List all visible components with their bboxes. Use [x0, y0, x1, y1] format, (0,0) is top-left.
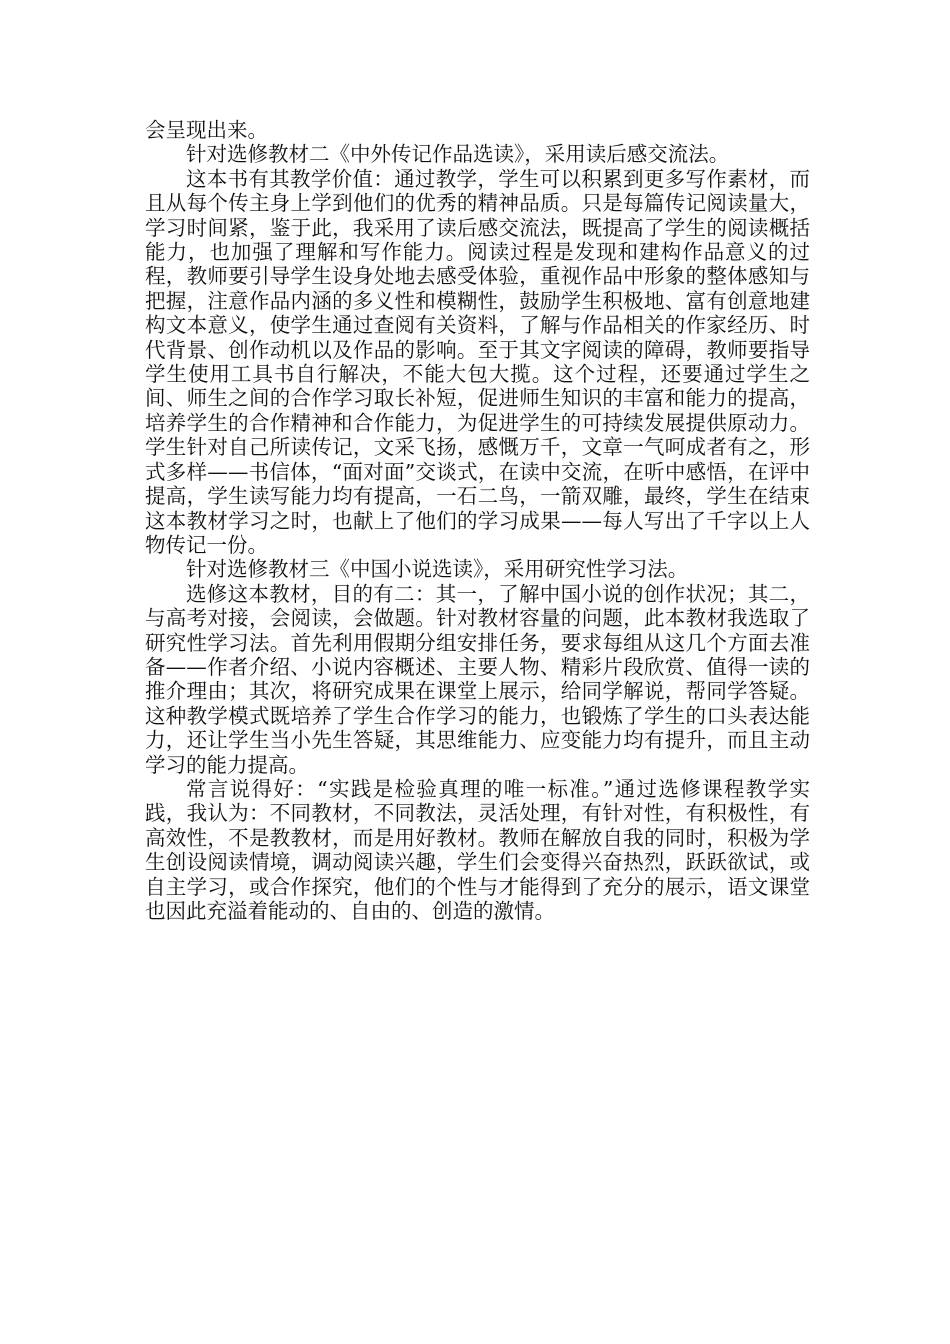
paragraph-biography-body: 这本书有其教学价值：通过教学，学生可以积累到更多写作素材，而且从每个传主身上学到他们的优秀的精神品质。只是每篇传记阅读量大，学习时间紧，鉴于此，我采用了读后感交流法，既提高了学生的阅读概括能力，也加强了理解和写作能力。阅读过程是发现和建构作品意义的过程，教师要引导学生设身处地去感受体验，重视作品中形象的整体感知与把握，注意作品内涵的多义性和模糊性，鼓励学生积极地、富有创意地建构文本意义，使学生通过查阅有关资料，了解与作品相关的作家经历、时代背景、创作动机以及作品的影响。至于其文字阅读的障碍，教师要指导学生使用工具书自行解决，不能大包大揽。这个过程，还要通过学生之间、师生之间的合作学习取长补短，促进师生知识的丰富和能力的提高，培养学生的合作精神和合作能力，为促进学生的可持续发展提供原动力。学生针对自己所读传记，文采飞扬，感慨万千，文章一气呵成者有之，形式多样——书信体，“面对面”交谈式，在读中交流，在听中感悟，在评中提高，学生读写能力均有提高，一石二鸟，一箭双雕，最终，学生在结束这本教材学习之时，也献上了他们的学习成果——每人写出了千字以上人物传记一份。: [145, 166, 810, 557]
paragraph-biography-heading: 针对选修教材二《中外传记作品选读》，采用读后感交流法。: [186, 142, 730, 167]
paragraph-conclusion: 常言说得好：“实践是检验真理的唯一标准。”通过选修课程教学实践，我认为：不同教材，不同教法，灵活处理，有针对性，有积极性，有高效性，不是教教材，而是用好教材。教师在解放自我的同时，积极为学生创设阅读情境，调动阅读兴趣，学生们会变得兴奋热烈，跃跃欲试，或自主学习，或合作探究，他们的个性与才能得到了充分的展示，语文课堂也因此充溢着能动的、自由的、创造的激情。: [145, 776, 810, 923]
paragraph-novel-heading: 针对选修教材三《中国小说选读》，采用研究性学习法。: [186, 557, 689, 582]
paragraph-novel-body: 选修这本教材，目的有二：其一，了解中国小说的创作状况；其二，与高考对接，会阅读，会做题。针对教材容量的问题，此本教材我选取了研究性学习法。首先利用假期分组安排任务，要求每组从这几个方面去准备——作者介绍、小说内容概述、主要人物、精彩片段欣赏、值得一读的推介理由；其次，将研究成果在课堂上展示，给同学解说，帮同学答疑。这种教学模式既培养了学生合作学习的能力，也锻炼了学生的口头表达能力，还让学生当小先生答疑，其思维能力、应变能力均有提升，而且主动学习的能力提高。: [145, 581, 810, 777]
paragraph-continuation: 会呈现出来。: [145, 118, 268, 142]
document-body: [145, 118, 810, 923]
